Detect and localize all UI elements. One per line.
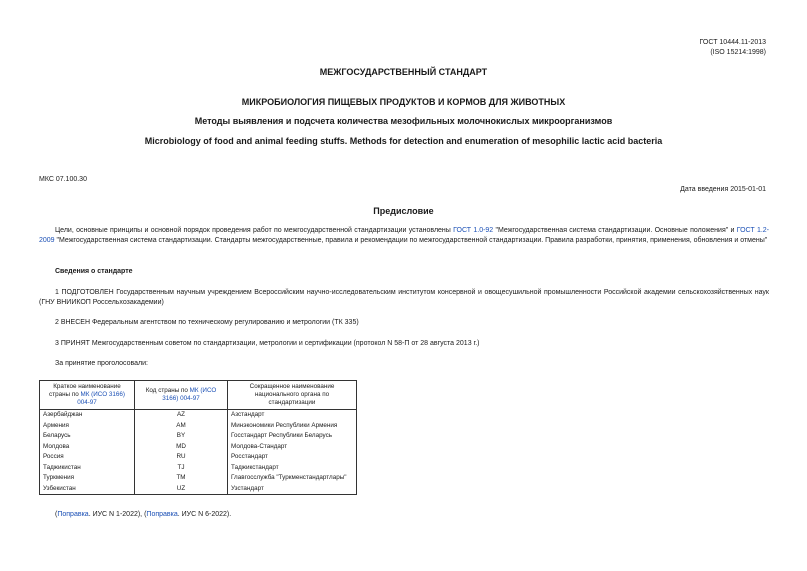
gost-1-2-2009-link[interactable]: ГОСТ 1.2-2009 xyxy=(39,227,770,244)
document-title-en: Microbiology of food and animal feeding stuffs. Methods for detection and enumeration of mesophilic lactic acid bacteria xyxy=(144,136,663,146)
table-row: Таджикистан TJ Таджикстандарт xyxy=(40,463,357,474)
effective-date: Дата введения 2015-01-01 xyxy=(680,186,766,193)
mk-iso-3166-link[interactable]: МК (ИСО 3166) 004-97 xyxy=(77,391,125,406)
amendment-link-2[interactable]: Поправка xyxy=(146,511,178,518)
mk-iso-3166-link[interactable]: МК (ИСО 3166) 004-97 xyxy=(162,387,217,402)
table-row: Россия RU Росстандарт xyxy=(40,452,357,463)
preface-text-1: Цели, основные принципы и основной порядок проведения работ по межгосударственной стандартизации установлены xyxy=(55,227,454,234)
info-item-2: 2 ВНЕСЕН Федеральным агентством по техническому регулированию и метрологии (ТК 335) xyxy=(55,319,359,326)
countries-table xyxy=(39,380,357,495)
standard-info-heading: Сведения о стандарте xyxy=(55,268,133,275)
col-country-header: Краткое наименование страны по МК (ИСО 3166) 004-97 xyxy=(40,381,135,410)
iso-number: (ISO 15214:1998) xyxy=(710,49,766,56)
table-row: Азербайджан AZ Азстандарт xyxy=(40,410,357,421)
col-body-header: Сокращенное наименование национального органа по стандартизации xyxy=(228,381,357,410)
preface-heading: Предисловие xyxy=(373,206,434,216)
table-row: Молдова MD Молдова-Стандарт xyxy=(40,442,357,453)
preface-text-2: "Межгосударственная система стандартизации. Основные положения" и xyxy=(493,227,737,234)
gost-1-0-92-link[interactable]: ГОСТ 1.0-92 xyxy=(453,227,494,234)
amendments-line: (Поправка. ИУС N 1-2022), (Поправка. ИУС N 6-2022). xyxy=(55,511,232,518)
col-code-header: Код страны по МК (ИСО 3166) 004-97 xyxy=(135,381,228,410)
document-title-ru: МИКРОБИОЛОГИЯ ПИЩЕВЫХ ПРОДУКТОВ И КОРМОВ ДЛЯ ЖИВОТНЫХ xyxy=(241,97,566,107)
table-row: Беларусь BY Госстандарт Республики Беларусь xyxy=(40,431,357,442)
document-subtitle-ru: Методы выявления и подсчета количества мезофильных молочнокислых микроорганизмов xyxy=(194,116,613,126)
document-code xyxy=(700,38,766,58)
voted-label: За принятие проголосовали: xyxy=(55,360,148,367)
preface-text-3: "Межгосударственная система стандартизации. Стандарты межгосударственные, правила и рекомендации по межгосударственной стандартизации. Правила разработки, принятия, применения, обновления и отмены" xyxy=(54,237,768,244)
table-header-row xyxy=(40,381,357,410)
preface-paragraph xyxy=(39,226,769,246)
gost-number: ГОСТ 10444.11-2013 xyxy=(699,39,766,46)
table-row: Узбекистан UZ Узстандарт xyxy=(40,484,357,495)
info-item-3: 3 ПРИНЯТ Межгосударственным советом по стандартизации, метрологии и сертификации (протокол N 58-П от 28 августа 2013 г.) xyxy=(55,340,480,347)
standard-type-title: МЕЖГОСУДАРСТВЕННЫЙ СТАНДАРТ xyxy=(319,67,488,77)
table-row: Армения AM Минэкономики Республики Армения xyxy=(40,421,357,432)
table-row: Туркмения TM Главгосслужба "Туркменстандартлары" xyxy=(40,473,357,484)
info-item-1: 1 ПОДГОТОВЛЕН Государственным научным учреждением Всероссийским научно-исследовательским институтом консервной и овощесушильной промышленности Российской академии сельскохозяйственных наук (ГНУ ВНИИКОП Россельхозакадемии) xyxy=(39,289,769,306)
amendment-link-1[interactable]: Поправка xyxy=(57,511,89,518)
mks-code: МКС 07.100.30 xyxy=(39,176,87,183)
